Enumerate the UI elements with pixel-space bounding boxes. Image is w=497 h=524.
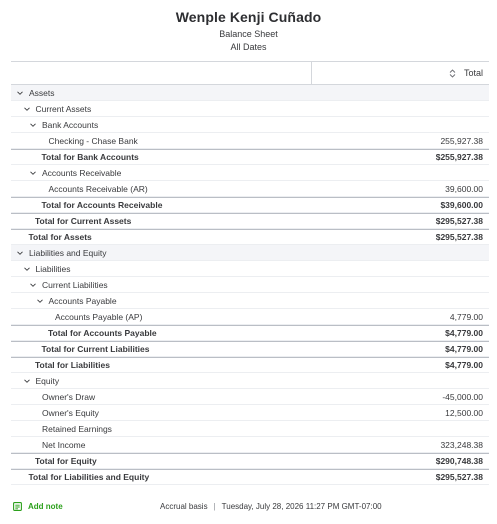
row-label-cell [11,232,311,242]
total-row [11,469,489,485]
row-label-cell [11,120,311,130]
row-label: Current Assets [35,103,92,114]
chevron-down-icon[interactable] [23,105,31,113]
section-row[interactable] [11,165,489,181]
row-label: Total for Current Assets [35,216,132,226]
row-label-cell [11,152,311,162]
row-label: Current Liabilities [42,279,108,290]
row-label: Total for Liabilities and Equity [28,472,150,482]
row-label: Assets [29,87,55,98]
row-label-cell [11,216,311,226]
total-column-header[interactable] [311,62,489,84]
row-label-cell [11,424,311,434]
note-icon [13,502,22,511]
row-label-cell [11,248,311,258]
account-row [11,405,489,421]
column-header-row [11,61,489,85]
row-label: Liabilities and Equity [29,247,107,258]
row-label-cell [11,312,311,322]
total-row [11,197,489,213]
row-amount: $255,927.38 [435,152,483,162]
row-amount[interactable]: -45,000.00 [442,391,483,402]
account-row [11,389,489,405]
row-amount: $4,779.00 [445,344,483,354]
row-label: Total for Equity [35,456,97,466]
total-row [11,325,489,341]
total-row [11,229,489,245]
row-label: Equity [35,375,60,386]
column-header-spacer [11,62,311,84]
balance-sheet-table [11,61,489,485]
row-label: Accounts Payable (AP) [55,311,143,322]
row-label-cell [11,328,311,338]
add-note-button[interactable] [13,502,63,511]
total-column-label: Total [463,68,483,78]
row-label: Net Income [42,439,86,450]
row-label: Owner's Draw [42,391,96,402]
row-label: Total for Current Liabilities [41,344,150,354]
account-row [11,309,489,325]
row-label: Retained Earnings [42,423,112,434]
report-date-range: All Dates [230,42,267,52]
row-label: Accounts Receivable (AR) [48,183,148,194]
row-label-cell [11,280,311,290]
row-label-cell [11,104,311,114]
row-label-cell [11,168,311,178]
row-amount: $290,748.38 [435,456,483,466]
chevron-down-icon[interactable] [29,169,37,177]
section-row[interactable] [11,85,489,101]
row-label-cell [11,456,311,466]
report-title: Balance Sheet [219,29,278,39]
report-timestamp: Tuesday, July 28, 2026 11:27 PM GMT-07:00 [221,501,382,511]
row-amount[interactable]: 12,500.00 [445,407,483,418]
report-header [0,0,497,54]
row-label-cell [11,440,311,450]
row-label-cell [11,344,311,354]
report-meta [160,502,382,511]
account-row [11,421,489,437]
row-label: Accounts Receivable [42,167,122,178]
row-label: Total for Accounts Receivable [41,200,163,210]
row-label: Total for Assets [28,232,92,242]
total-row [11,453,489,469]
row-label-cell [11,360,311,370]
account-row [11,133,489,149]
row-label-cell [11,264,311,274]
total-row [11,341,489,357]
add-note-label: Add note [28,501,63,511]
row-amount: $295,527.38 [435,472,483,482]
row-label: Owner's Equity [42,407,99,418]
section-row[interactable] [11,117,489,133]
row-label: Bank Accounts [42,119,99,130]
row-label: Liabilities [35,263,71,274]
row-label: Checking - Chase Bank [48,135,138,146]
row-label-cell [11,136,311,146]
row-amount[interactable]: 323,248.38 [440,439,483,450]
total-row [11,149,489,165]
row-amount[interactable]: 39,600.00 [445,183,483,194]
row-amount[interactable]: 255,927.38 [440,135,483,146]
total-row [11,213,489,229]
row-amount: $295,527.38 [435,232,483,242]
report-rows [11,85,489,485]
row-amount[interactable]: 4,779.00 [449,311,483,322]
footer-separator: | [213,501,216,511]
row-label-cell [11,200,311,210]
row-label-cell [11,88,311,98]
accounting-basis: Accrual basis [160,501,208,511]
sort-icon[interactable] [449,69,456,78]
row-label: Accounts Payable [48,295,117,306]
row-amount: $4,779.00 [445,328,483,338]
section-row[interactable] [11,261,489,277]
row-label: Total for Liabilities [35,360,110,370]
row-label-cell [11,408,311,418]
section-row[interactable] [11,245,489,261]
chevron-down-icon[interactable] [23,265,31,273]
section-row[interactable] [11,373,489,389]
row-label-cell [11,184,311,194]
row-label-cell [11,296,311,306]
chevron-down-icon[interactable] [23,377,31,385]
row-label-cell [11,392,311,402]
section-row[interactable] [11,277,489,293]
row-label: Total for Accounts Payable [48,328,157,338]
row-label: Total for Bank Accounts [41,152,139,162]
account-row [11,181,489,197]
row-label-cell [11,376,311,386]
row-amount: $295,527.38 [435,216,483,226]
chevron-down-icon[interactable] [16,249,24,257]
chevron-down-icon[interactable] [36,297,44,305]
report-footer [0,496,497,516]
row-amount: $4,779.00 [445,360,483,370]
chevron-down-icon[interactable] [29,281,37,289]
row-amount: $39,600.00 [440,200,483,210]
chevron-down-icon[interactable] [16,89,24,97]
total-row [11,357,489,373]
company-name: Wenple Kenji Cuñado [175,9,322,25]
account-row [11,437,489,453]
section-row[interactable] [11,293,489,309]
row-label-cell [11,472,311,482]
section-row[interactable] [11,101,489,117]
chevron-down-icon[interactable] [29,121,37,129]
